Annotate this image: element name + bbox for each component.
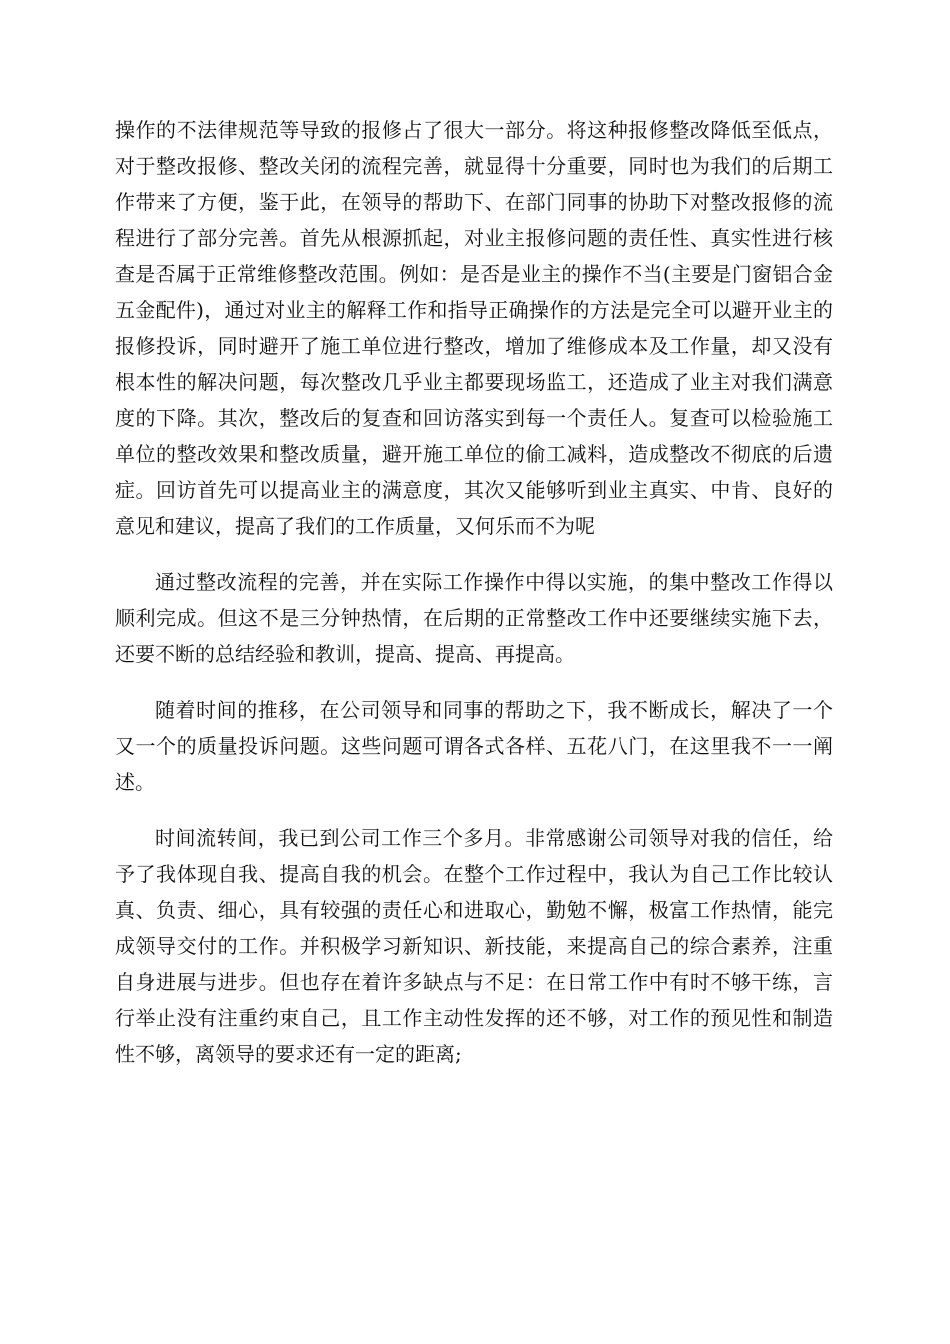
- document-page: [115, 112, 833, 1092]
- paragraph-continuation: 操作的不法律规范等导致的报修占了很大一部分。将这种报修整改降低至低点，对于整改报修、整改关闭的流程完善，就显得十分重要，同时也为我们的后期工作带来了方便，鉴于此，在领导的帮助下、在部门同事的协助下对整改报修的流程进行了部分完善。首先从根源抓起，对业主报修问题的责任性、真实性进行核查是否属于正常维修整改范围。例如：是否是业主的操作不当(主要是门窗铝合金五金配件)，通过对业主的解释工作和指导正确操作的方法是完全可以避开业主的报修投诉，同时避开了施工单位进行整改，增加了维修成本及工作量，却又没有根本性的解决问题，每次整改几乎业主都要现场监工，还造成了业主对我们满意度的下降。其次，整改后的复查和回访落实到每一个责任人。复查可以检验施工单位的整改效果和整改质量，避开施工单位的偷工减料，造成整改不彻底的后遗症。回访首先可以提高业主的满意度，其次又能够听到业主真实、中肯、良好的意见和建议，提高了我们的工作质量，又何乐而不为呢: [115, 118, 833, 538]
- paragraph-process-improvement: 通过整改流程的完善，并在实际工作操作中得以实施，的集中整改工作得以顺利完成。但这不是三分钟热情，在后期的正常整改工作中还要继续实施下去，还要不断的总结经验和教训，提高、提高、再提高。: [115, 570, 833, 666]
- paragraph-growth: 随着时间的推移，在公司领导和同事的帮助之下，我不断成长，解决了一个又一个的质量投诉问题。这些问题可谓各式各样、五花八门，在这里我不一一阐述。: [115, 698, 833, 794]
- paragraph-self-assessment: 时间流转间，我已到公司工作三个多月。非常感谢公司领导对我的信任，给予了我体现自我、提高自我的机会。在整个工作过程中，我认为自己工作比较认真、负责、细心，具有较强的责任心和进取心，勤勉不懈，极富工作热情，能完成领导交付的工作。并积极学习新知识、新技能，来提高自己的综合素养，注重自身进展与进步。但也存在着许多缺点与不足：在日常工作中有时不够干练，言行举止没有注重约束自己，且工作主动性发挥的还不够，对工作的预见性和制造性不够，离领导的要求还有一定的距离;: [115, 826, 833, 1066]
